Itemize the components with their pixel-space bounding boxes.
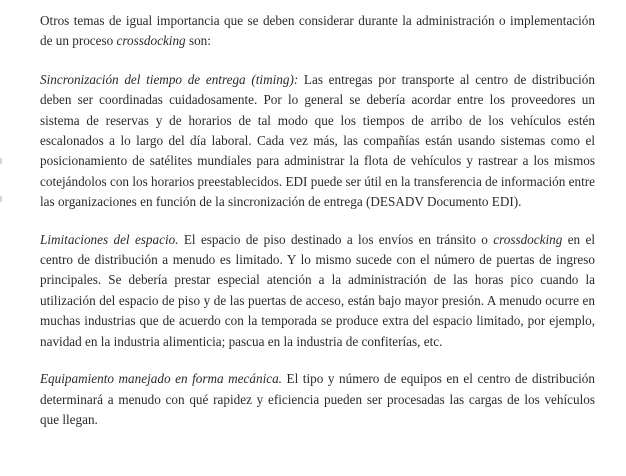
intro-text-before: Otros temas de igual importancia que se deben considerar durante la administración o implementación de un proceso: [40, 13, 595, 49]
section-timing-heading: Sincronización del tiempo de entrega (timing):: [40, 71, 299, 87]
section-space-body-before: El espacio de piso destinado a los envíos en tránsito o: [178, 231, 494, 247]
section-equipment-body: El tipo y número de equipos en el centro de distribución determinará a menudo con qué rapidez y eficiencia pueden ser procesadas las cargas de los vehículos que llegan.: [40, 371, 595, 427]
section-equipment-paragraph: [40, 369, 595, 430]
section-space-paragraph: [40, 230, 595, 352]
intro-emphasis: crossdocking: [116, 33, 186, 49]
intro-text-after: son:: [185, 33, 211, 49]
section-space-heading: Limitaciones del espacio.: [40, 231, 179, 247]
section-space-emphasis: crossdocking: [493, 231, 563, 247]
section-space-body-after: en el centro de distribución a menudo es limitado. Y lo mismo sucede con el número de puertas de ingreso principales. Se debería prestar especial atención a la administración de las horas pico cuando la utilización del espacio de piso y de las puertas de acceso, están bajo mayor presión. A menudo ocurre en muchas industrias que de acuerdo con la temporada se produce extra del espacio limitado, por ejemplo, navidad en la industria alimenticia; pascua en la industria de confiterías, etc.: [40, 231, 596, 349]
document-body: [40, 11, 595, 430]
section-equipment-heading: Equipamiento manejado en forma mecánica.: [40, 371, 282, 387]
page-edge-mark: [0, 196, 2, 202]
section-timing-paragraph: [40, 70, 595, 213]
intro-paragraph: [40, 11, 595, 52]
page-edge-mark: [0, 158, 2, 164]
section-timing-body: Las entregas por transporte al centro de distribución deben ser coordinadas cuidadosamente. Por lo general se debería acordar entre los proveedores un sistema de reservas y de horarios de tal modo que los tiempos de arribo de los vehículos estén escalonados a lo largo del día laboral. Cada vez más, las compañías están usando sistemas como el posicionamiento de satélites mundiales para administrar la flota de vehículos y rastrear a los mismos cotejándolos con los horarios preestablecidos. EDI puede ser útil en la transferencia de información entre las organizaciones en función de la sincronización de entrega (DESADV Documento EDI).: [40, 71, 595, 210]
